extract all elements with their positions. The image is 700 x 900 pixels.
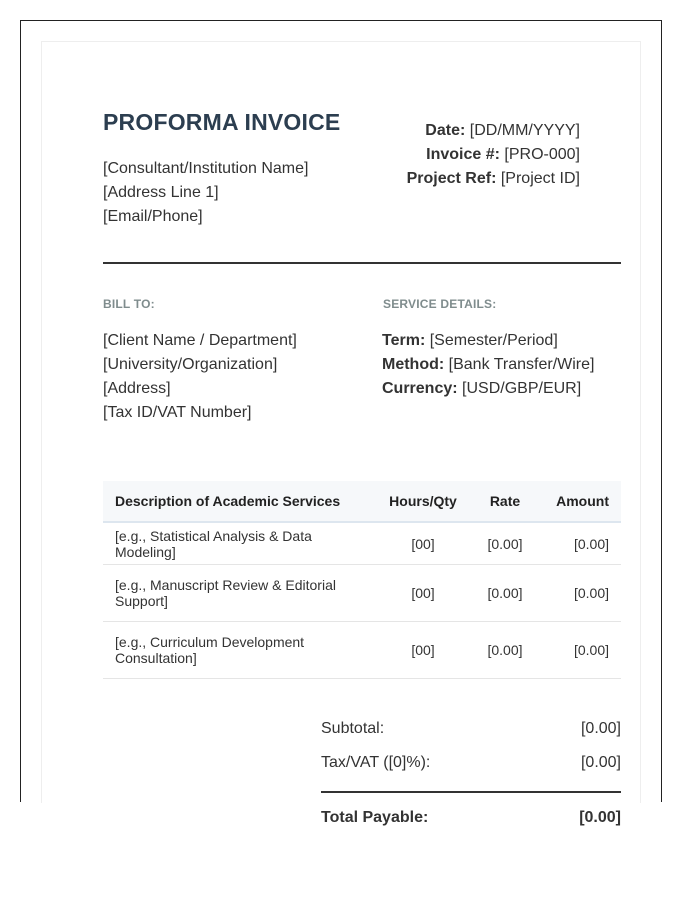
totals-block bbox=[321, 712, 621, 835]
tax-row bbox=[321, 746, 621, 780]
subtotal-value: [0.00] bbox=[580, 720, 621, 737]
bill-to-block bbox=[103, 329, 297, 425]
row-rate: [0.00] bbox=[473, 622, 537, 679]
row-qty: [00] bbox=[373, 622, 473, 679]
service-term bbox=[382, 329, 594, 353]
service-method bbox=[382, 353, 594, 377]
total-payable-value: [0.00] bbox=[579, 809, 621, 826]
client-organization: [University/Organization] bbox=[103, 356, 278, 373]
service-details-heading: SERVICE DETAILS: bbox=[383, 297, 497, 311]
service-currency bbox=[382, 377, 594, 401]
service-term-label: Term: bbox=[382, 332, 426, 349]
invoice-date-value: [DD/MM/YYYY] bbox=[469, 122, 580, 139]
service-method-label: Method: bbox=[382, 356, 445, 373]
client-name: [Client Name / Department] bbox=[103, 332, 297, 349]
project-ref-value: [Project ID] bbox=[500, 170, 580, 187]
row-description: [e.g., Statistical Analysis & Data Modeling] bbox=[103, 522, 373, 565]
invoice-page bbox=[41, 41, 641, 826]
invoice-title: PROFORMA INVOICE bbox=[103, 109, 341, 135]
invoice-meta bbox=[407, 119, 580, 191]
column-header-rate: Rate bbox=[473, 481, 537, 522]
service-term-value: [Semester/Period] bbox=[429, 332, 558, 349]
invoice-date bbox=[407, 119, 580, 143]
header-divider bbox=[103, 262, 621, 264]
invoice-number bbox=[407, 143, 580, 167]
sender-address: [Address Line 1] bbox=[103, 184, 219, 201]
sender-name: [Consultant/Institution Name] bbox=[103, 160, 309, 177]
tax-value: [0.00] bbox=[580, 754, 621, 771]
row-amount: [0.00] bbox=[537, 565, 621, 622]
service-currency-value: [USD/GBP/EUR] bbox=[462, 380, 582, 397]
row-description: [e.g., Curriculum Development Consultation] bbox=[103, 622, 373, 679]
row-qty: [00] bbox=[373, 565, 473, 622]
subtotal-row bbox=[321, 712, 621, 746]
table-row bbox=[103, 522, 621, 565]
document-frame bbox=[20, 20, 662, 826]
sender-address-block bbox=[103, 157, 308, 229]
project-ref bbox=[407, 167, 580, 191]
sender-contact: [Email/Phone] bbox=[103, 208, 203, 225]
project-ref-label: Project Ref: bbox=[406, 170, 497, 187]
tax-label: Tax/VAT ([0]%): bbox=[321, 754, 431, 771]
services-table bbox=[103, 481, 621, 679]
total-payable-label: Total Payable: bbox=[321, 809, 429, 826]
column-header-qty: Hours/Qty bbox=[373, 481, 473, 522]
totals-divider bbox=[321, 791, 621, 793]
client-address: [Address] bbox=[103, 380, 171, 397]
total-payable-row bbox=[321, 801, 621, 835]
row-amount: [0.00] bbox=[537, 622, 621, 679]
service-method-value: [Bank Transfer/Wire] bbox=[448, 356, 595, 373]
row-qty: [00] bbox=[373, 522, 473, 565]
service-details-block bbox=[382, 329, 594, 401]
row-rate: [0.00] bbox=[473, 565, 537, 622]
invoice-date-label: Date: bbox=[425, 122, 466, 139]
row-amount: [0.00] bbox=[537, 522, 621, 565]
row-description: [e.g., Manuscript Review & Editorial Support] bbox=[103, 565, 373, 622]
column-header-description: Description of Academic Services bbox=[103, 481, 373, 522]
invoice-number-label: Invoice #: bbox=[426, 146, 500, 163]
table-header-row bbox=[103, 481, 621, 522]
row-rate: [0.00] bbox=[473, 522, 537, 565]
client-tax-id: [Tax ID/VAT Number] bbox=[103, 404, 252, 421]
invoice-number-value: [PRO-000] bbox=[504, 146, 580, 163]
subtotal-label: Subtotal: bbox=[321, 720, 385, 737]
table-row bbox=[103, 622, 621, 679]
service-currency-label: Currency: bbox=[382, 380, 458, 397]
column-header-amount: Amount bbox=[537, 481, 621, 522]
table-row bbox=[103, 565, 621, 622]
bill-to-heading: BILL TO: bbox=[103, 297, 155, 311]
